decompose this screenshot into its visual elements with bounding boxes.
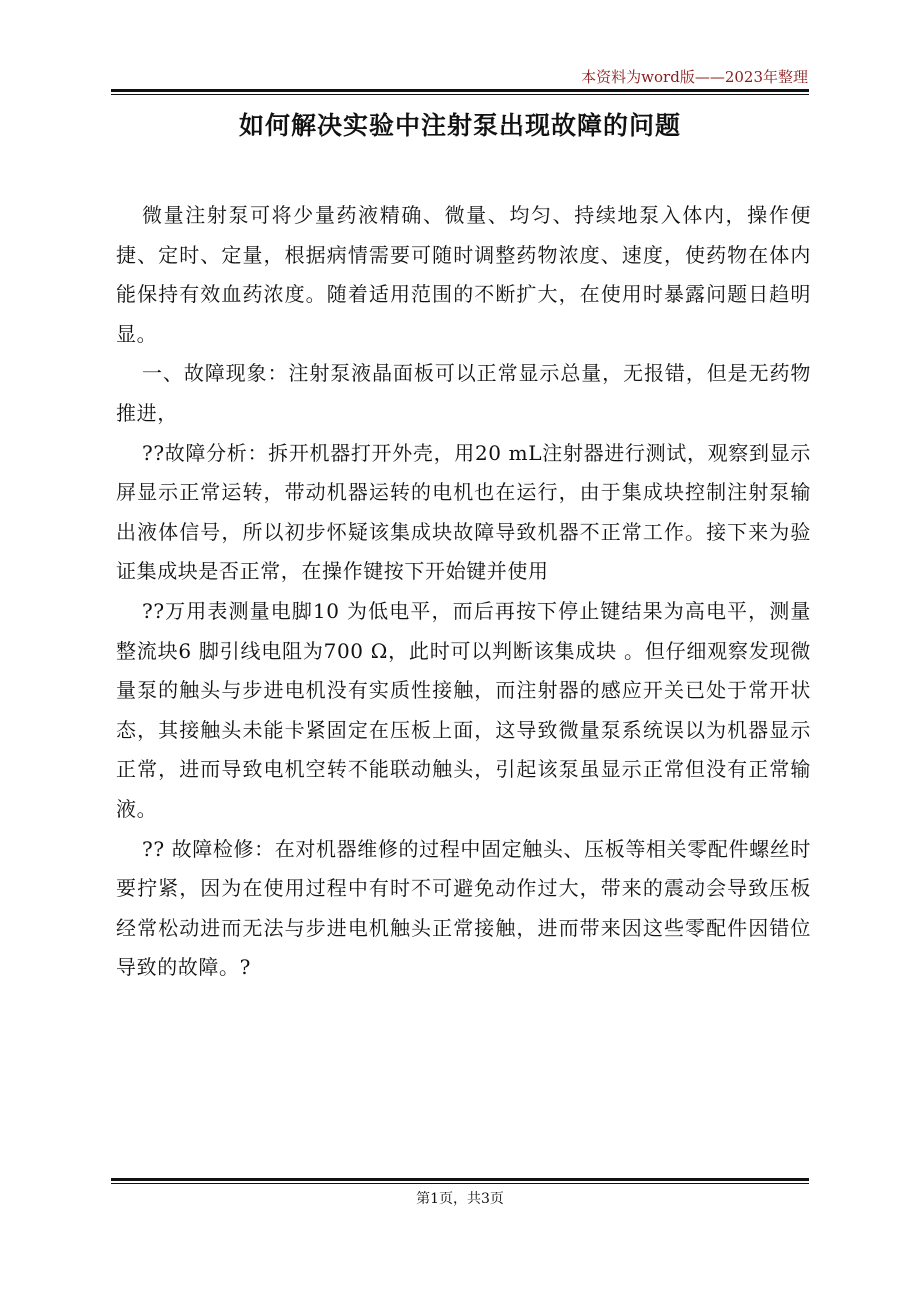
header-note: 本资料为word版——2023年整理 xyxy=(581,68,808,86)
paragraph-fault-symptom: 一、故障现象：注射泵液晶面板可以正常显示总量，无报错，但是无药物推进， xyxy=(116,361,811,425)
document-title: 如何解决实验中注射泵出现故障的问题 xyxy=(238,111,681,140)
paragraph-fault-analysis: ??故障分析：拆开机器打开外壳，用20 mL注射器进行测试，观察到显示屏显示正常运转，带动机器运转的电机也在运行，由于集成块控制注射泵输出液体信号，所以初步怀疑该集成块故障导致机器不正常工作。接下来为验证集成块是否正常，在操作键按下开始键并使用 xyxy=(116,440,811,584)
document-body xyxy=(116,196,811,988)
header-rule xyxy=(111,89,809,92)
footer-rule-thin xyxy=(111,1183,809,1184)
page-number: 第1页，共3页 xyxy=(416,1191,504,1207)
footer-rule xyxy=(111,1178,809,1181)
paragraph-measurement: ??万用表测量电脚10 为低电平，而后再按下停止键结果为高电平，测量整流块6 脚引线电阻为700 Ω，此时可以判断该集成块 。但仔细观察发现微量泵的触头与步进电机没有实质性接触，而注射器的感应开关已处于常开状态，其接触头未能卡紧固定在压板上面，这导致微量泵系统误以为机器显示正常，进而导致电机空转不能联动触头，引起该泵虽显示正常但没有正常输液。 xyxy=(116,598,811,821)
paragraph-intro: 微量注射泵可将少量药液精确、微量、均匀、持续地泵入体内，操作便捷、定时、定量，根据病情需要可随时调整药物浓度、速度，使药物在体内能保持有效血药浓度。随着适用范围的不断扩大，在使用时暴露问题日趋明显。 xyxy=(116,203,811,346)
paragraph-fault-repair: ?? 故障检修：在对机器维修的过程中固定触头、压板等相关零配件螺丝时要拧紧，因为在使用过程中有时不可避免动作过大，带来的震动会导致压板经常松动进而无法与步进电机触头正常接触，进而带来因这些零配件因错位导致的故障。? xyxy=(116,836,811,980)
header-rule-thin xyxy=(111,94,809,95)
